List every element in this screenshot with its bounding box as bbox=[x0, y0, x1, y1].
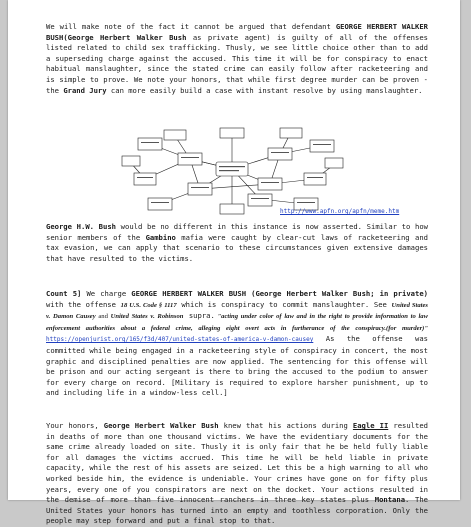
p2-text-a: would be no different in this instance is now asserted. Similar to how senior members of the bbox=[46, 222, 428, 242]
p4-text-c: resulted in deaths of more than one thousand victims. We have the evidentiary documents for the same crime already loaded on site. Thusly it is only fair that he be held fully liable for all damages the victims accrued. This time he will be held liable in private capacity, while the rest of his assets are seized. Let this be a high warning to all who worked beside him, the evidence is undeniable. Your crimes have gone on for fifty plus years, every one of you conspirators are next on the docket. Your actions resulted in the demise of more than five innocent ranchers in three key states plus bbox=[46, 421, 428, 505]
network-diagram-image bbox=[120, 124, 345, 216]
p1-text-c: can more easily build a case with instant resolve by using manslaughter. bbox=[106, 85, 423, 95]
p3-name: GEORGE HERBERT WALKER BUSH bbox=[131, 289, 247, 298]
grand-jury: Grand Jury bbox=[63, 85, 107, 95]
supra: supra. bbox=[183, 311, 215, 321]
p3-text-b: with the offense bbox=[46, 299, 121, 309]
p1-text-a: We will make note of the fact it cannot be argued that defendant bbox=[46, 22, 336, 31]
p2-name: George H.W. Bush bbox=[46, 222, 116, 231]
p4-text-b: knew that his actions during bbox=[218, 421, 353, 430]
and-word: and bbox=[95, 313, 111, 321]
gambino: Gambino bbox=[145, 232, 176, 242]
p3-text-d: As the offense was committed while being engaged in a racketeering style of conspiracy in concert, the most graphic and disciplined penalties are now applied. The sentencing for this offense will be prison and our acting sergeant is there to bring the accused to the podium to answer for every charge on record. [Military is required to explore harsher punishment, up to and including life in a window-less cell.] bbox=[46, 334, 428, 398]
diagram-source-link[interactable]: http://www.apfn.org/apfn/meme.htm bbox=[280, 208, 400, 215]
p4-name: George Herbert Walker Bush bbox=[103, 421, 219, 430]
document-page bbox=[8, 0, 460, 526]
p3-paren: (George Herbert Walker Bush; in private) bbox=[246, 289, 428, 298]
paragraph-4 bbox=[46, 421, 428, 527]
case-quote: "acting under color of law and in the right to provide information to law enforcement authorities about a federal crime, alleging eight overt acts in furtherance of the conspiracy.(for murder)" bbox=[46, 313, 429, 332]
paragraph-3-count-5 bbox=[46, 289, 428, 399]
statute-code: 18 U.S. Code § 1117 bbox=[120, 301, 177, 309]
case-citation-1: United States v. Damon Causey bbox=[46, 301, 428, 321]
montana: Montana bbox=[374, 495, 406, 505]
case-citation-2: United States v. Robinson bbox=[110, 313, 184, 321]
p1-text-b: as private agent) is guilty of all of the offenses listed related to child sex trafficking. Thusly, we see little choice other than to add a superseding charge against the accused. This time it will be for conspiracy to enact habitual manslaughter, since the stated crime can easily follow after racketeering and is simple to prove. We note your honors, that while first degree murder can be proven - the bbox=[46, 32, 428, 95]
eagle-ii: Eagle II bbox=[352, 421, 389, 430]
paragraph-2 bbox=[46, 222, 428, 264]
p4-text-a: Your honors, bbox=[46, 421, 104, 430]
defendant-paren-name: (George Herbert Walker Bush bbox=[63, 32, 187, 42]
p2-text-b: mafia were caught by clear-cut laws of racketeering and tax evasion, we can apply that scenario to these circumstances given extensive damages that have resulted to the victims. bbox=[46, 232, 428, 263]
p3-text-c: which is conspiracy to commit manslaughter. See bbox=[176, 299, 392, 309]
count-label: Count 5] bbox=[46, 289, 82, 298]
case-link[interactable]: https://openjurist.org/165/f3d/407/united-states-of-america-v-damon-causey bbox=[46, 336, 314, 344]
p3-text-a: We charge bbox=[81, 289, 132, 298]
paragraph-1 bbox=[46, 22, 428, 96]
defendant-name: GEORGE HERBERT WALKER BUSH bbox=[46, 22, 428, 42]
p4-text-d: . The United States your honors has turned into an empty and toothless corporation. Only the people may step forward and put a final stop to that. bbox=[46, 495, 429, 526]
